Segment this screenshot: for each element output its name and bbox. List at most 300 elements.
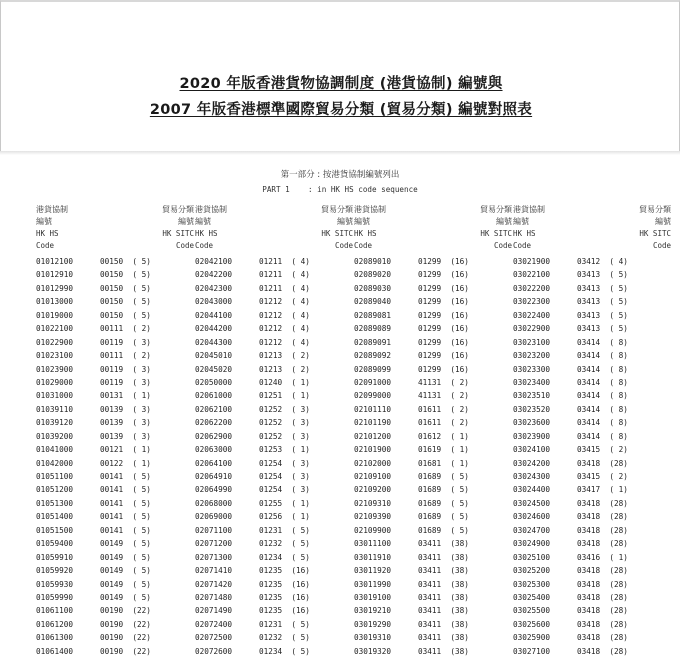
sitc-code: 03414 ( 8): [577, 431, 628, 441]
hs-code: 02042300: [195, 283, 233, 293]
table-column: [36, 204, 194, 656]
hs-code: 01061300: [36, 633, 74, 643]
table-row: [513, 564, 671, 577]
header-text: 編號: [496, 217, 512, 226]
sitc-code: 01254 ( 3): [259, 458, 310, 468]
sitc-code: 03414 ( 8): [577, 391, 628, 401]
table-row: [354, 470, 512, 483]
table-row: [513, 295, 671, 308]
sitc-code: 01689 ( 5): [418, 485, 469, 495]
table-row: [354, 430, 512, 443]
hs-code: 03024600: [513, 512, 551, 522]
header-text: HK HS: [36, 229, 59, 238]
header-text: 港貨協制: [354, 205, 386, 214]
hs-code: 03025900: [513, 633, 551, 643]
table-row: [513, 537, 671, 550]
sitc-code: 00111 ( 2): [100, 324, 151, 334]
sitc-code: 03414 ( 8): [577, 337, 628, 347]
hs-code: 02071490: [195, 606, 233, 616]
table-row: [513, 551, 671, 564]
sitc-code: 00141 ( 5): [100, 498, 151, 508]
table-row: [36, 645, 194, 658]
table-row: [354, 336, 512, 349]
hs-code: 03023510: [513, 391, 551, 401]
hs-code: 01039110: [36, 404, 74, 414]
hs-code: 02045010: [195, 351, 233, 361]
sitc-code: 03411 (38): [418, 579, 469, 589]
table-row: [36, 349, 194, 362]
table-row: [195, 497, 353, 510]
hs-code: 02045020: [195, 364, 233, 374]
hs-code: 03019290: [354, 619, 392, 629]
hs-code: 01042000: [36, 458, 74, 468]
sitc-code-header: [321, 204, 353, 252]
hs-code: 01059990: [36, 592, 74, 602]
hs-code: 03023600: [513, 418, 551, 428]
sitc-code: 00111 ( 2): [100, 351, 151, 361]
sitc-code: 00119 ( 3): [100, 364, 151, 374]
table-row: [354, 255, 512, 268]
sitc-code: 03413 ( 5): [577, 324, 628, 334]
sitc-code: 01299 (16): [418, 324, 469, 334]
sitc-code: 03418 (28): [577, 498, 628, 508]
sitc-code: 00141 ( 5): [100, 512, 151, 522]
hs-code: 02091000: [354, 377, 392, 387]
table-row: [513, 524, 671, 537]
table-row: [195, 591, 353, 604]
hs-code: 01039120: [36, 418, 74, 428]
sitc-code: 00131 ( 1): [100, 391, 151, 401]
sitc-code: 01252 ( 3): [259, 418, 310, 428]
table-row: [354, 443, 512, 456]
table-row: [195, 349, 353, 362]
table-row: [36, 497, 194, 510]
hs-code: 02042200: [195, 270, 233, 280]
table-row: [195, 524, 353, 537]
table-row: [195, 295, 353, 308]
table-row: [195, 510, 353, 523]
hs-code: 02064910: [195, 472, 233, 481]
header-text: 港貨協制: [36, 205, 68, 214]
table-row: [513, 510, 671, 523]
header-text: 編號: [337, 217, 353, 226]
sitc-code: 01232 ( 5): [259, 633, 310, 643]
hs-code: 01061400: [36, 646, 74, 656]
table-row: [513, 389, 671, 402]
table-row: [36, 268, 194, 281]
table-row: [354, 591, 512, 604]
hs-code: 02089089: [354, 324, 392, 334]
sitc-code: 01252 ( 3): [259, 431, 310, 441]
hs-code: 02089020: [354, 270, 392, 280]
hs-code: 01041000: [36, 445, 74, 455]
table-row: [195, 631, 353, 644]
hs-code: 01019000: [36, 310, 74, 320]
sitc-code: 01299 (16): [418, 297, 469, 307]
table-row: [36, 416, 194, 429]
hs-code: 02044200: [195, 324, 233, 334]
table-row: [36, 443, 194, 456]
hs-code: 02089092: [354, 351, 392, 361]
sitc-code: 00139 ( 3): [100, 418, 151, 428]
document-title-line-1: 2020 年版香港貨物協調制度 (港貨協制) 編號與: [179, 76, 503, 92]
table-row: [354, 363, 512, 376]
header-text: 貿易分類: [321, 205, 353, 214]
header-text: Code: [493, 241, 512, 250]
hs-code: 01059910: [36, 552, 74, 562]
sitc-code: 03415 ( 2): [577, 472, 628, 481]
table-row: [36, 591, 194, 604]
header-text: 編號: [178, 217, 194, 226]
table-row: [195, 268, 353, 281]
sitc-code: 01212 ( 4): [259, 337, 310, 347]
table-row: [195, 470, 353, 483]
table-row: [36, 483, 194, 496]
table-row: [513, 443, 671, 456]
table-row: [36, 578, 194, 591]
table-column: [354, 204, 512, 656]
sitc-code: 00119 ( 3): [100, 337, 151, 347]
sitc-code: 00149 ( 5): [100, 539, 151, 549]
sitc-code: 01611 ( 2): [418, 418, 469, 428]
table-row: [36, 255, 194, 268]
table-row: [36, 389, 194, 402]
table-row: [354, 618, 512, 631]
hs-code: 02050000: [195, 377, 233, 387]
table-row: [354, 483, 512, 496]
hs-code: 02071300: [195, 552, 233, 562]
hs-code: 02062100: [195, 404, 233, 414]
hs-code: 02089010: [354, 257, 392, 266]
sitc-code: 00149 ( 5): [100, 579, 151, 589]
table-row: [354, 349, 512, 362]
table-row: [513, 497, 671, 510]
hs-code: 01051500: [36, 525, 74, 535]
table-row: [36, 470, 194, 483]
table-row: [513, 483, 671, 496]
hs-code: 03024100: [513, 445, 551, 455]
sitc-code: 01254 ( 3): [259, 485, 310, 495]
sitc-code: 01689 ( 5): [418, 525, 469, 535]
hs-code: 03023300: [513, 364, 551, 374]
part-heading-english: PART 1 : in HK HS code sequence: [262, 185, 418, 194]
table-row: [513, 322, 671, 335]
hs-code: 01023100: [36, 351, 74, 361]
sitc-code: 00190 (22): [100, 646, 151, 656]
sitc-code: 01611 ( 2): [418, 404, 469, 414]
table-row: [513, 430, 671, 443]
sitc-code: 01681 ( 1): [418, 458, 469, 468]
sitc-code: 00149 ( 5): [100, 552, 151, 562]
table-row: [195, 564, 353, 577]
sitc-code: 03418 (28): [577, 512, 628, 522]
hs-code: 01039200: [36, 431, 74, 441]
table-row: [195, 430, 353, 443]
sitc-code: 03411 (38): [418, 539, 469, 549]
sitc-code: 03413 ( 5): [577, 297, 628, 307]
header-text: 貿易分類: [162, 205, 194, 214]
hs-code: 03019310: [354, 633, 392, 643]
header-text: HK HS: [513, 229, 536, 238]
column-header: [36, 204, 194, 252]
table-row: [354, 376, 512, 389]
table-row: [513, 309, 671, 322]
table-row: [36, 403, 194, 416]
table-row: [195, 645, 353, 658]
header-text: HK HS: [354, 229, 377, 238]
table-row: [36, 309, 194, 322]
sitc-code: 01212 ( 4): [259, 310, 310, 320]
header-text: 編號: [195, 217, 211, 226]
hs-code: 01023900: [36, 364, 74, 374]
table-row: [354, 403, 512, 416]
hs-code: 02071100: [195, 525, 233, 535]
table-column: [195, 204, 353, 656]
sitc-code: 01253 ( 1): [259, 445, 310, 455]
table-row: [36, 457, 194, 470]
table-row: [354, 282, 512, 295]
sitc-code: 01231 ( 5): [259, 525, 310, 535]
sitc-code: 03411 (38): [418, 552, 469, 562]
hs-code: 01061100: [36, 606, 74, 616]
sitc-code: 00150 ( 5): [100, 297, 151, 307]
sitc-code: 01240 ( 1): [259, 377, 310, 387]
header-text: HK SITC: [321, 229, 353, 238]
hs-code: 03022300: [513, 297, 551, 307]
table-row: [354, 564, 512, 577]
hs-code: 02064100: [195, 458, 233, 468]
header-text: Code: [36, 241, 55, 250]
hs-code: 02109390: [354, 512, 392, 522]
hs-code: 03024900: [513, 539, 551, 549]
hs-code: 02072500: [195, 633, 233, 643]
hs-code: 02069000: [195, 512, 233, 522]
table-row: [354, 389, 512, 402]
sitc-code: 03412 ( 4): [577, 257, 628, 266]
sitc-code: 01212 ( 4): [259, 324, 310, 334]
table-row: [195, 389, 353, 402]
hs-code: 02064990: [195, 485, 233, 495]
sitc-code: 00150 ( 5): [100, 310, 151, 320]
hs-code: 02063000: [195, 445, 233, 455]
sitc-code: 00150 ( 5): [100, 283, 151, 293]
table-row: [513, 255, 671, 268]
table-row: [513, 591, 671, 604]
table-row: [354, 497, 512, 510]
table-row: [513, 470, 671, 483]
sitc-code: 01211 ( 4): [259, 257, 310, 266]
table-row: [513, 604, 671, 617]
table-row: [513, 363, 671, 376]
hs-code: 02068000: [195, 498, 233, 508]
table-row: [36, 322, 194, 335]
sitc-code: 00141 ( 5): [100, 525, 151, 535]
hs-code-header: [36, 204, 68, 252]
hs-code: 02109100: [354, 472, 392, 481]
hs-code: 03022900: [513, 324, 551, 334]
hs-code: 03025300: [513, 579, 551, 589]
hs-code: 03019210: [354, 606, 392, 616]
hs-code-header: [195, 204, 227, 252]
sitc-code: 03415 ( 2): [577, 445, 628, 455]
sitc-code: 00150 ( 5): [100, 257, 151, 266]
header-text: Code: [354, 241, 373, 250]
table-row: [354, 524, 512, 537]
table-row: [195, 604, 353, 617]
sitc-code: 03418 (28): [577, 539, 628, 549]
sitc-code: 03418 (28): [577, 646, 628, 656]
table-row: [195, 376, 353, 389]
sitc-code: 00150 ( 5): [100, 270, 151, 280]
part-heading-chinese: 第一部分 : 按港貨協制編號列出: [280, 170, 400, 180]
hs-code: 01012990: [36, 283, 74, 293]
sitc-code: 01211 ( 4): [259, 283, 310, 293]
sitc-code: 03414 ( 8): [577, 364, 628, 374]
sitc-code: 01689 ( 5): [418, 472, 469, 481]
header-text: 編號: [354, 217, 370, 226]
sitc-code: 00121 ( 1): [100, 445, 151, 455]
hs-code: 01061200: [36, 619, 74, 629]
sitc-code: 03418 (28): [577, 566, 628, 576]
sitc-code: 01235 (16): [259, 592, 310, 602]
hs-code: 02062200: [195, 418, 233, 428]
hs-code: 03021900: [513, 257, 551, 266]
hs-code: 02062900: [195, 431, 233, 441]
hs-code: 02099000: [354, 391, 392, 401]
table-row: [354, 416, 512, 429]
hs-code: 03023900: [513, 431, 551, 441]
sitc-code: 03413 ( 5): [577, 283, 628, 293]
sitc-code-header: [480, 204, 512, 252]
hs-code: 02044100: [195, 310, 233, 320]
sitc-code: 03414 ( 8): [577, 418, 628, 428]
hs-code: 03025500: [513, 606, 551, 616]
hs-code: 02072400: [195, 619, 233, 629]
table-rows: [195, 255, 353, 658]
table-row: [354, 457, 512, 470]
hs-code: 03023200: [513, 351, 551, 361]
hs-code: 03023100: [513, 337, 551, 347]
hs-code: 03023520: [513, 404, 551, 414]
header-text: Code: [652, 241, 671, 250]
table-row: [195, 322, 353, 335]
header-text: 編號: [513, 217, 529, 226]
sitc-code: 01234 ( 5): [259, 646, 310, 656]
sitc-code: 01234 ( 5): [259, 552, 310, 562]
sitc-code: 00190 (22): [100, 633, 151, 643]
header-text: Code: [175, 241, 194, 250]
hs-code: 02102000: [354, 458, 392, 468]
hs-code: 02043000: [195, 297, 233, 307]
sitc-code: 01612 ( 1): [418, 431, 469, 441]
sitc-code: 01213 ( 2): [259, 351, 310, 361]
hs-code: 01029000: [36, 377, 74, 387]
table-row: [36, 282, 194, 295]
hs-code: 02071200: [195, 539, 233, 549]
hs-code: 01022100: [36, 324, 74, 334]
sitc-code: 00139 ( 3): [100, 431, 151, 441]
table-rows: [36, 255, 194, 658]
table-row: [36, 524, 194, 537]
hs-code: 03024200: [513, 458, 551, 468]
sitc-code: 41131 ( 2): [418, 391, 469, 401]
hs-code: 02089091: [354, 337, 392, 347]
sitc-code: 01299 (16): [418, 283, 469, 293]
table-row: [36, 564, 194, 577]
table-row: [195, 255, 353, 268]
table-column: [513, 204, 671, 656]
hs-code-header: [513, 204, 545, 252]
hs-code: 02089030: [354, 283, 392, 293]
sitc-code: 01619 ( 1): [418, 445, 469, 455]
sitc-code: 00122 ( 1): [100, 458, 151, 468]
sitc-code: 03411 (38): [418, 619, 469, 629]
sitc-code: 03411 (38): [418, 592, 469, 602]
sitc-code: 01251 ( 1): [259, 391, 310, 401]
table-row: [195, 403, 353, 416]
table-row: [513, 336, 671, 349]
sitc-code: 00190 (22): [100, 606, 151, 616]
table-row: [354, 645, 512, 658]
sitc-code: 01299 (16): [418, 310, 469, 320]
hs-code: 03023400: [513, 377, 551, 387]
hs-code: 01059400: [36, 539, 74, 549]
hs-code: 02061000: [195, 391, 233, 401]
table-row: [36, 618, 194, 631]
hs-code: 03011910: [354, 552, 392, 562]
table-row: [513, 376, 671, 389]
header-text: Code: [513, 241, 532, 250]
column-header: [195, 204, 353, 252]
hs-code: 03025100: [513, 552, 551, 562]
document-title-line-2: 2007 年版香港標準國際貿易分類 (貿易分類) 編號對照表: [149, 102, 533, 118]
hs-code: 01022900: [36, 337, 74, 347]
sitc-code: 01256 ( 1): [259, 512, 310, 522]
sitc-code: 01255 ( 1): [259, 498, 310, 508]
sitc-code: 01231 ( 5): [259, 619, 310, 629]
table-row: [354, 604, 512, 617]
table-row: [354, 510, 512, 523]
hs-code: 02044300: [195, 337, 233, 347]
sitc-code: 01299 (16): [418, 351, 469, 361]
hs-code: 02071410: [195, 566, 233, 576]
sitc-code: 00139 ( 3): [100, 404, 151, 414]
sitc-code: 01235 (16): [259, 606, 310, 616]
sitc-code: 00190 (22): [100, 619, 151, 629]
hs-code: 03024400: [513, 485, 551, 495]
hs-code: 01051400: [36, 512, 74, 522]
hs-code: 01059920: [36, 566, 74, 576]
table-rows: [513, 255, 671, 658]
sitc-code: 03418 (28): [577, 619, 628, 629]
sitc-code: 00141 ( 5): [100, 472, 151, 481]
hs-code: 03019100: [354, 592, 392, 602]
table-rows: [354, 255, 512, 658]
hs-code: 02089040: [354, 297, 392, 307]
sitc-code: 01212 ( 4): [259, 297, 310, 307]
header-text: HK SITC: [480, 229, 512, 238]
sitc-code: 03411 (38): [418, 606, 469, 616]
table-row: [513, 416, 671, 429]
header-text: 港貨協制: [513, 205, 545, 214]
hs-code: 02072600: [195, 646, 233, 656]
hs-code: 03025600: [513, 619, 551, 629]
sitc-code: 01232 ( 5): [259, 539, 310, 549]
hs-code: 03027100: [513, 646, 551, 656]
sitc-code: 00149 ( 5): [100, 566, 151, 576]
sitc-code: 03414 ( 8): [577, 404, 628, 414]
column-header: [354, 204, 512, 252]
